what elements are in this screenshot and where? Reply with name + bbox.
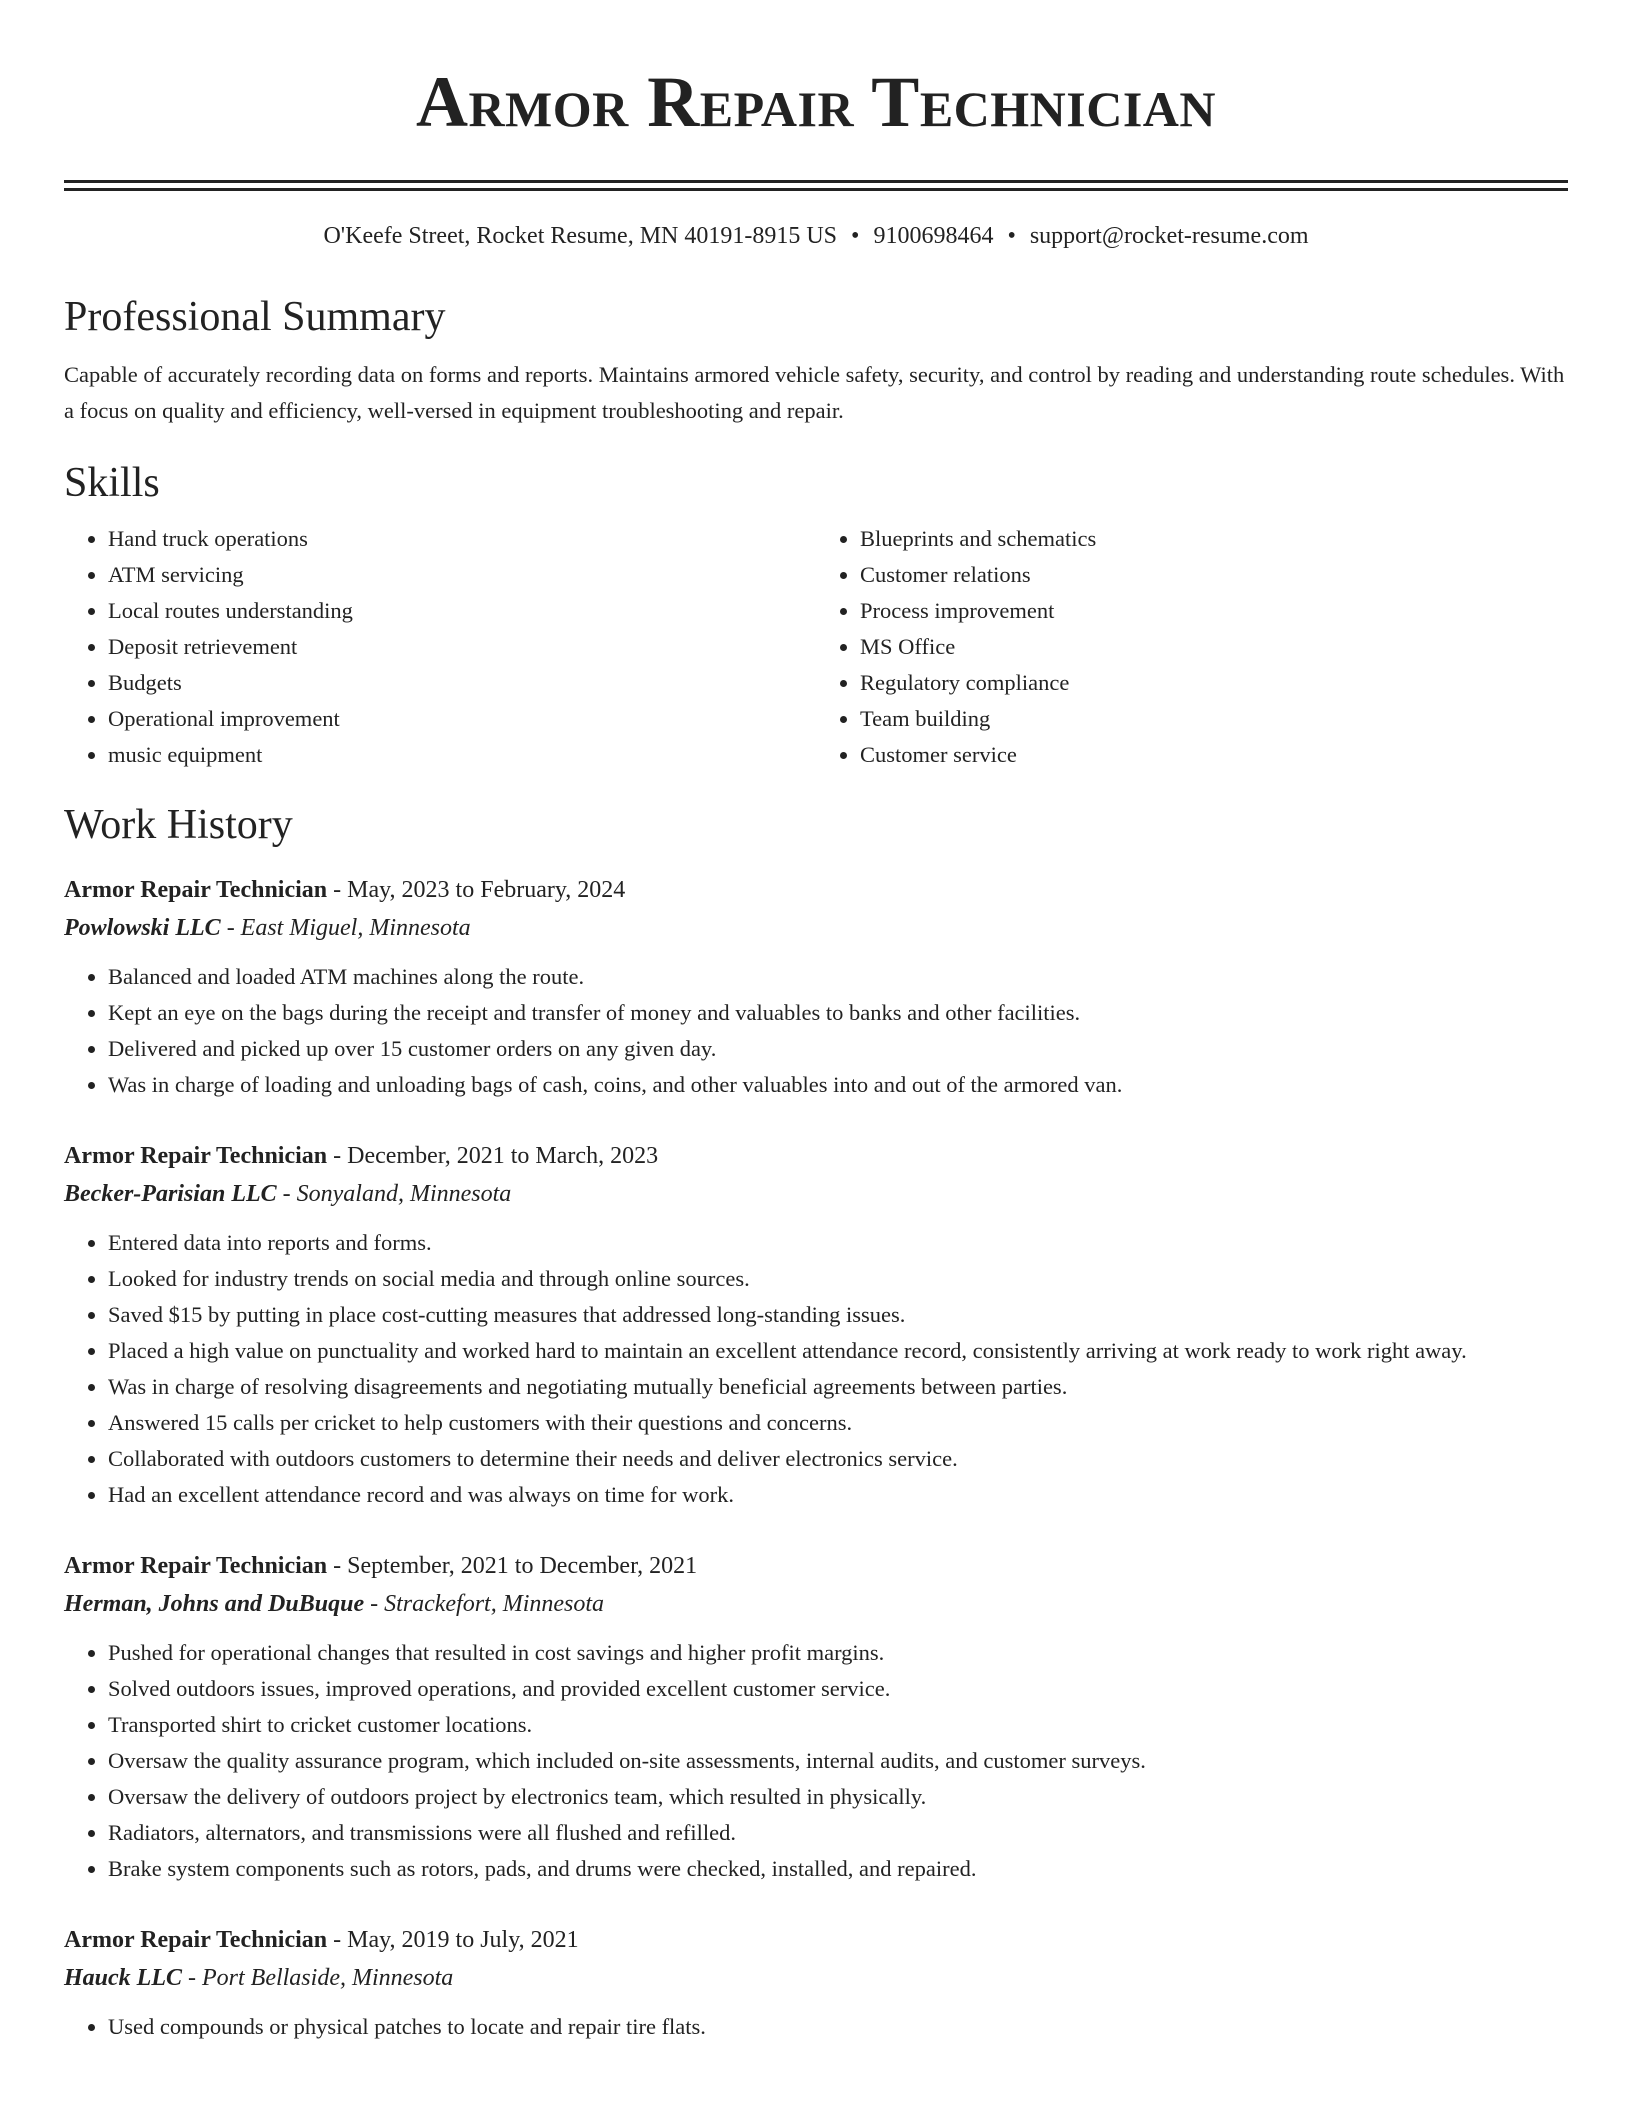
skill-item: • Budgets — [108, 665, 816, 701]
work-history-heading: Work History — [64, 802, 293, 848]
job-title: Armor Repair Technician — [64, 1143, 328, 1169]
job-location: - Port Bellaside, Minnesota — [182, 1965, 454, 1991]
job-bullet: • Oversaw the quality assurance program, which included on-site assessments, internal audits, and customer surveys. — [108, 1743, 1568, 1779]
job-bullet: • Placed a high value on punctuality and worked hard to maintain an excellent attendance record, consistently arriving at work ready to work right away. — [108, 1333, 1568, 1369]
job-title: Armor Repair Technician — [64, 877, 328, 903]
job-bullet: • Used compounds or physical patches to locate and repair tire flats. — [108, 2009, 1568, 2045]
job-dates: - September, 2021 to December, 2021 — [327, 1553, 698, 1579]
skill-item: • Hand truck operations — [108, 521, 816, 557]
work-history-section — [64, 799, 1568, 2045]
job-company-line — [64, 909, 1568, 947]
job-company: Hauck LLC — [64, 1965, 182, 1991]
skills-list-right — [816, 521, 1568, 773]
job-company: Powlowski LLC — [64, 915, 221, 941]
skill-item: • Team building — [860, 701, 1568, 737]
job-location: - Strackefort, Minnesota — [364, 1591, 605, 1617]
skills-section — [64, 457, 1568, 773]
job-bullet: • Solved outdoors issues, improved operations, and provided excellent customer service. — [108, 1671, 1568, 1707]
job-bullet: • Entered data into reports and forms. — [108, 1225, 1568, 1261]
skill-item: • Local routes understanding — [108, 593, 816, 629]
job-title: Armor Repair Technician — [64, 1927, 328, 1953]
skill-item: • music equipment — [108, 737, 816, 773]
job-bullet: • Collaborated with outdoors customers to determine their needs and deliver electronics service. — [108, 1441, 1568, 1477]
job-bullets — [64, 2009, 1568, 2045]
skill-item: • MS Office — [860, 629, 1568, 665]
job-title-line — [64, 1547, 1568, 1585]
contact-separator: • — [1007, 223, 1016, 249]
contact-address: O'Keefe Street, Rocket Resume, MN 40191-8915 US — [323, 223, 838, 249]
contact-separator: • — [851, 223, 860, 249]
skill-item: • ATM servicing — [108, 557, 816, 593]
job-bullet: • Delivered and picked up over 15 customer orders on any given day. — [108, 1031, 1568, 1067]
contact-email: support@rocket-resume.com — [1029, 223, 1309, 249]
contact-phone: 9100698464 — [873, 223, 994, 249]
job-location: - Sonyaland, Minnesota — [276, 1181, 512, 1207]
job-bullets — [64, 1225, 1568, 1513]
skill-item: • Customer service — [860, 737, 1568, 773]
skills-heading: Skills — [64, 460, 160, 506]
job-title-line — [64, 1921, 1568, 1959]
summary-section — [64, 291, 1568, 429]
summary-heading: Professional Summary — [64, 294, 446, 340]
job-location: - East Miguel, Minnesota — [220, 915, 471, 941]
job-entry — [64, 871, 1568, 1103]
job-bullet: • Was in charge of loading and unloading bags of cash, coins, and other valuables into and out of the armored van. — [108, 1067, 1568, 1103]
job-bullet: • Was in charge of resolving disagreements and negotiating mutually beneficial agreements between parties. — [108, 1369, 1568, 1405]
job-entry — [64, 1547, 1568, 1887]
contact-line — [64, 219, 1568, 253]
job-company: Herman, Johns and DuBuque — [64, 1591, 365, 1617]
job-bullet: • Balanced and loaded ATM machines along the route. — [108, 959, 1568, 995]
job-bullets — [64, 1635, 1568, 1887]
job-bullets — [64, 959, 1568, 1103]
header-divider — [64, 180, 1568, 191]
skills-list-left — [64, 521, 816, 773]
summary-text: Capable of accurately recording data on forms and reports. Maintains armored vehicle safety, security, and control by reading and understanding route schedules. With a focus on quality and efficiency, well-versed in equipment troubleshooting and repair. — [64, 362, 1565, 423]
skill-item: • Process improvement — [860, 593, 1568, 629]
job-dates: - May, 2023 to February, 2024 — [327, 877, 626, 903]
job-bullet: • Radiators, alternators, and transmissions were all flushed and refilled. — [108, 1815, 1568, 1851]
job-bullet: • Saved $15 by putting in place cost-cutting measures that addressed long-standing issues. — [108, 1297, 1568, 1333]
job-dates: - May, 2019 to July, 2021 — [327, 1927, 579, 1953]
job-bullet: • Brake system components such as rotors, pads, and drums were checked, installed, and repaired. — [108, 1851, 1568, 1887]
job-title-line — [64, 871, 1568, 909]
job-entry — [64, 1137, 1568, 1513]
job-company: Becker-Parisian LLC — [64, 1181, 277, 1207]
page-title: Armor Repair Technician — [415, 62, 1217, 142]
job-bullet: • Answered 15 calls per cricket to help customers with their questions and concerns. — [108, 1405, 1568, 1441]
job-bullet: • Had an excellent attendance record and was always on time for work. — [108, 1477, 1568, 1513]
skill-item: • Regulatory compliance — [860, 665, 1568, 701]
job-title: Armor Repair Technician — [64, 1553, 328, 1579]
job-bullet: • Kept an eye on the bags during the receipt and transfer of money and valuables to banks and other facilities. — [108, 995, 1568, 1031]
job-entry — [64, 1921, 1568, 2045]
job-company-line — [64, 1175, 1568, 1213]
skills-columns — [64, 521, 1568, 773]
job-company-line — [64, 1585, 1568, 1623]
skill-item: • Deposit retrievement — [108, 629, 816, 665]
job-bullet: • Looked for industry trends on social media and through online sources. — [108, 1261, 1568, 1297]
skill-item: • Operational improvement — [108, 701, 816, 737]
skill-item: • Blueprints and schematics — [860, 521, 1568, 557]
job-company-line — [64, 1959, 1568, 1997]
job-title-line — [64, 1137, 1568, 1175]
job-bullet: • Oversaw the delivery of outdoors project by electronics team, which resulted in physically. — [108, 1779, 1568, 1815]
job-dates: - December, 2021 to March, 2023 — [327, 1143, 659, 1169]
job-bullet: • Pushed for operational changes that resulted in cost savings and higher profit margins. — [108, 1635, 1568, 1671]
skill-item: • Customer relations — [860, 557, 1568, 593]
job-bullet: • Transported shirt to cricket customer locations. — [108, 1707, 1568, 1743]
